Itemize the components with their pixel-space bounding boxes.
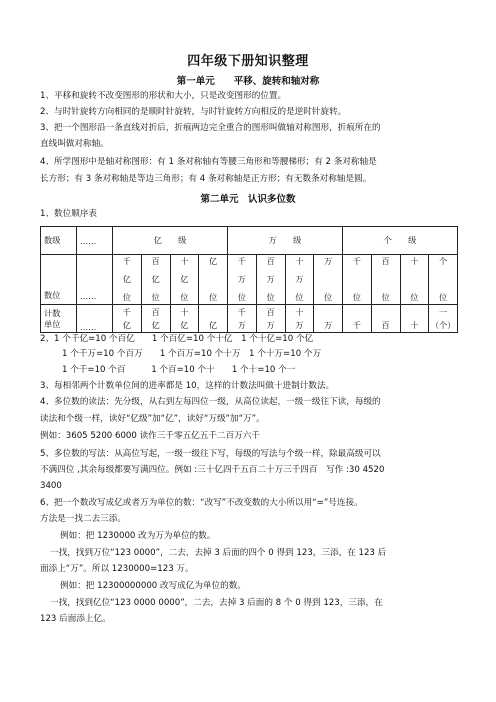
table-cell [343, 255, 372, 305]
cell-text: 亿 [209, 256, 218, 266]
cell-text: 千 [122, 256, 131, 266]
table-cell [314, 305, 343, 333]
unit2-line-8: 5、多位数的写法：从高位写起，一级一级往下写，每级的写法与个级一样，除最高级可以 [40, 449, 381, 459]
document-title: 四年级下册知识整理 [187, 54, 309, 69]
cell-text [401, 306, 429, 319]
unit1-line-1: 1、平移和旋转不改变图形的形状和大小，只是改变图形的位置。 [40, 91, 287, 101]
unit1-line-4: 直线叫做对称轴。 [40, 139, 109, 149]
table-cell [199, 305, 228, 333]
place-value-table [40, 226, 458, 333]
unit2-line-16: 例如：把 12300000000 改写成亿为单位的数。 [60, 581, 246, 591]
cell-text: 亿 [180, 274, 189, 284]
table-cell [429, 255, 458, 305]
unit2-line-11: 6、把一个数改写成亿或者万为单位的数：“改写”不改变数的大小所以用“=”号连接。 [40, 498, 363, 508]
cell-text: 位 [410, 292, 419, 302]
unit2-line-4: 3、每相邻两个计数单位间的进率都是 10，这样的计数法叫做十进制计数法。 [40, 381, 335, 391]
unit2-line-14: 一找，找到万位“123 0000”，二去，去掉 3 后面的四个 0 得到 123，三添，在 123 后 [50, 548, 387, 558]
table-cell: …… [77, 305, 113, 333]
table-cell [285, 255, 314, 305]
table-cell [228, 255, 257, 305]
table-cell [371, 255, 400, 305]
table-cell [400, 255, 429, 305]
table-cell [314, 255, 343, 305]
cell-text: 百 [381, 256, 390, 266]
cell-text [343, 306, 371, 319]
table-cell: …… [77, 255, 113, 305]
cell-text: 十 [295, 306, 304, 317]
unit2-line-6: 读法和个级一样，读好“亿级”加“亿”，读好“万级”加“万”。 [40, 414, 265, 424]
cell-text: 位 [352, 292, 361, 302]
cell-text: 万 [295, 319, 304, 330]
cell-text: 位 [295, 292, 304, 302]
table-cell [228, 305, 257, 333]
cell-text: 位 [122, 292, 131, 302]
unit2-line-1: 2、1 个千亿=10 个百亿 1 个百亿=10 个十亿 1 个十亿=10 个亿 [40, 334, 314, 344]
table-cell [400, 305, 429, 333]
cell-text: 百 [266, 306, 275, 317]
unit2-line-9: 不满四位 ,其余每级都要写满四位。例如 :三十亿四千五百二十万三千四百 写作 :30 4520 [40, 465, 385, 475]
table-cell-ge-level: 个 级 [343, 227, 458, 255]
place-value-table-caption: 1、数位顺序表 [40, 209, 98, 219]
cell-text: 位 [439, 292, 448, 302]
table-cell [170, 255, 199, 305]
cell-text: 亿 [151, 319, 160, 330]
cell-text: 十 [295, 256, 304, 266]
cell-text: 单位 [44, 318, 61, 329]
table-cell [141, 255, 170, 305]
cell-text [372, 306, 400, 319]
unit2-line-18: 123 后面添上亿。 [40, 614, 111, 624]
cell-text: 个 [439, 256, 448, 266]
cell-text: 万 [266, 319, 275, 330]
table-row [41, 305, 458, 333]
table-cell [285, 305, 314, 333]
cell-text: 千 [352, 319, 361, 330]
unit2-line-10: 3400 [40, 481, 62, 491]
cell-text: 万 [295, 274, 304, 284]
table-cell: 数级 [41, 227, 77, 255]
unit2-line-13: 例如：把 1230000 改为万为单位的数。 [60, 531, 216, 541]
unit1-line-5: 4、所学图形中是轴对称图形：有 1 条对称轴有等腰三角形和等腰梯形；有 2 条对称轴是 [40, 157, 377, 167]
table-cell: 数位 [41, 255, 77, 305]
cell-text: 十 [180, 306, 189, 317]
cell-text: 亿 [122, 319, 131, 330]
cell-text: 千 [352, 256, 361, 266]
cell-text: 位 [180, 292, 189, 302]
table-cell-wan-level: 万 级 [228, 227, 343, 255]
cell-text: 十 [180, 256, 189, 266]
cell-text: 万 [324, 256, 333, 266]
table-cell [170, 305, 199, 333]
cell-text: 亿 [180, 319, 189, 330]
table-cell [256, 305, 285, 333]
cell-text [314, 306, 342, 319]
unit2-line-3: 1 个千=10 个百 1 个百=10 个十 1 个十=10 个一 [62, 365, 296, 375]
table-cell [41, 305, 77, 333]
table-cell [141, 305, 170, 333]
cell-text: 千 [237, 306, 246, 317]
cell-text: 百 [381, 319, 390, 330]
unit2-heading: 第二单元 认识多位数 [200, 194, 296, 205]
table-cell-yi-level: 亿 级 [113, 227, 228, 255]
cell-text: 位 [209, 292, 218, 302]
table-row [41, 255, 458, 305]
table-cell [371, 305, 400, 333]
cell-text [199, 306, 227, 319]
table-cell [113, 305, 142, 333]
cell-text: 万 [324, 319, 333, 330]
cell-text: 十 [410, 319, 419, 330]
cell-text: 位 [266, 292, 275, 302]
cell-text: （个） [430, 319, 456, 330]
unit2-line-7: 例如：3605 5200 6000 读作三千零五亿五千二百万六千 [40, 431, 260, 441]
unit1-line-6: 长方形；有 3 条对称轴是等边三角形；有 4 条对称轴是正方形；有无数条对称轴是圆。 [40, 174, 372, 184]
cell-text: 万 [237, 274, 246, 284]
table-cell [343, 305, 372, 333]
unit1-line-2: 2、与时针旋转方向相同的是顺时针旋转，与时针旋转方向相反的是逆时针旋转。 [40, 107, 347, 117]
table-cell [429, 305, 458, 333]
cell-text: 万 [266, 274, 275, 284]
cell-text: 百 [151, 306, 160, 317]
cell-text: 计数 [44, 307, 61, 318]
table-cell [199, 255, 228, 305]
cell-text: 百 [266, 256, 275, 266]
unit2-line-2: 1 个千万=10 个百万 1 个百万=10 个十万 1 个十万=10 个万 [62, 349, 322, 359]
cell-text: 十 [410, 256, 419, 266]
table-row [41, 227, 458, 255]
cell-text: 千 [122, 306, 131, 317]
cell-text: 千 [237, 256, 246, 266]
unit2-line-12: 方法是一找二去三添。 [40, 514, 126, 524]
unit2-line-17: 一找，找到亿位“123 0000 0000”，二去，去掉 3 后面的 8 个 0 得到 123，三添，在 [50, 598, 383, 608]
cell-text: 百 [151, 256, 160, 266]
unit1-heading: 第一单元 平移、旋转和轴对称 [176, 76, 320, 87]
cell-text: 亿 [209, 319, 218, 330]
unit2-line-5: 4、多位数的读法：先分级，从右到左每四位一级，从高位读起，一级一级往下读，每级的 [40, 397, 381, 407]
unit1-line-3: 3、把一个图形沿一条直线对折后，折痕两边完全重合的图形叫做轴对称图形，折痕所在的 [40, 123, 381, 133]
cell-text: 位 [237, 292, 246, 302]
table-cell [113, 255, 142, 305]
table-cell [256, 255, 285, 305]
cell-text: 位 [151, 292, 160, 302]
unit2-line-15: 面添上“万”。所以 1230000=123 万。 [40, 564, 194, 574]
cell-text: 万 [237, 319, 246, 330]
cell-text: 亿 [151, 274, 160, 284]
cell-text: 位 [381, 292, 390, 302]
cell-text: 一 [439, 306, 448, 317]
cell-text: 亿 [122, 274, 131, 284]
cell-text: 位 [324, 292, 333, 302]
table-cell: …… [77, 227, 113, 255]
